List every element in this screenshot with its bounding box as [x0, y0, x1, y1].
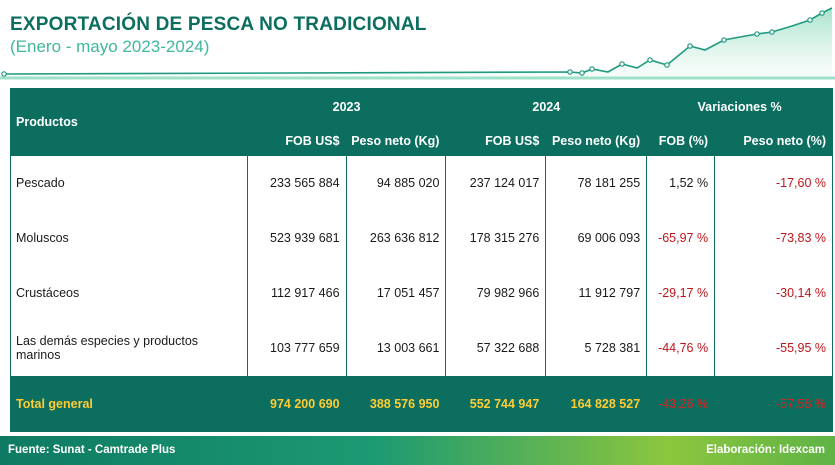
table-row — [11, 211, 833, 266]
row-product: Moluscos — [11, 211, 248, 266]
header-variations: Variaciones % — [647, 89, 833, 126]
table-row — [11, 266, 833, 321]
footer-bar — [0, 436, 835, 465]
cell-fob-var: -65,97 % — [647, 211, 715, 266]
table-row — [11, 321, 833, 376]
source-note: Fuente: Sunat - Camtrade Plus — [8, 444, 176, 456]
cell-fob-2023: 103 777 659 — [247, 321, 346, 376]
cell-peso-2024: 69 006 093 — [546, 211, 647, 266]
header-peso-var: Peso neto (%) — [715, 126, 833, 156]
total-fob-2023: 974 200 690 — [247, 376, 346, 432]
cell-peso-2024: 78 181 255 — [546, 156, 647, 211]
cell-peso-2023: 94 885 020 — [346, 156, 446, 211]
total-row — [11, 376, 833, 432]
cell-peso-2023: 17 051 457 — [346, 266, 446, 321]
total-peso-2024: 164 828 527 — [546, 376, 647, 432]
total-peso-2023: 388 576 950 — [346, 376, 446, 432]
header-products: Productos — [11, 89, 248, 156]
page-subtitle: (Enero - mayo 2023-2024) — [10, 37, 210, 56]
header-fob-2024: FOB US$ — [446, 126, 546, 156]
cell-fob-var: -44,76 % — [647, 321, 715, 376]
total-label: Total general — [11, 376, 248, 432]
cell-fob-2023: 112 917 466 — [247, 266, 346, 321]
row-product: Crustáceos — [11, 266, 248, 321]
cell-fob-2024: 237 124 017 — [446, 156, 546, 211]
cell-peso-2024: 11 912 797 — [546, 266, 647, 321]
cell-peso-var: -30,14 % — [715, 266, 833, 321]
cell-peso-var: -55,95 % — [715, 321, 833, 376]
total-fob-2024: 552 744 947 — [446, 376, 546, 432]
header-peso-2024: Peso neto (Kg) — [546, 126, 647, 156]
header-fob-2023: FOB US$ — [247, 126, 346, 156]
row-product: Las demás especies y productos marinos — [11, 321, 248, 376]
export-table — [10, 88, 833, 432]
cell-peso-2023: 13 003 661 — [346, 321, 446, 376]
elaboration-note: Elaboración: Idexcam — [706, 444, 825, 456]
header — [0, 0, 835, 80]
cell-fob-2023: 523 939 681 — [247, 211, 346, 266]
header-fob-var: FOB (%) — [647, 126, 715, 156]
cell-fob-2024: 57 322 688 — [446, 321, 546, 376]
page-title: EXPORTACIÓN DE PESCA NO TRADICIONAL — [10, 14, 427, 35]
cell-peso-2024: 5 728 381 — [546, 321, 647, 376]
row-product: Pescado — [11, 156, 248, 211]
total-peso-var: -57,58 % — [715, 376, 833, 432]
cell-fob-var: 1,52 % — [647, 156, 715, 211]
cell-fob-2024: 79 982 966 — [446, 266, 546, 321]
header-2024: 2024 — [446, 89, 647, 126]
total-fob-var: -43,26 % — [647, 376, 715, 432]
cell-peso-var: -17,60 % — [715, 156, 833, 211]
header-peso-2023: Peso neto (Kg) — [346, 126, 446, 156]
cell-fob-2023: 233 565 884 — [247, 156, 346, 211]
cell-fob-2024: 178 315 276 — [446, 211, 546, 266]
cell-peso-var: -73,83 % — [715, 211, 833, 266]
table-row — [11, 156, 833, 211]
header-2023: 2023 — [247, 89, 446, 126]
cell-peso-2023: 263 636 812 — [346, 211, 446, 266]
cell-fob-var: -29,17 % — [647, 266, 715, 321]
